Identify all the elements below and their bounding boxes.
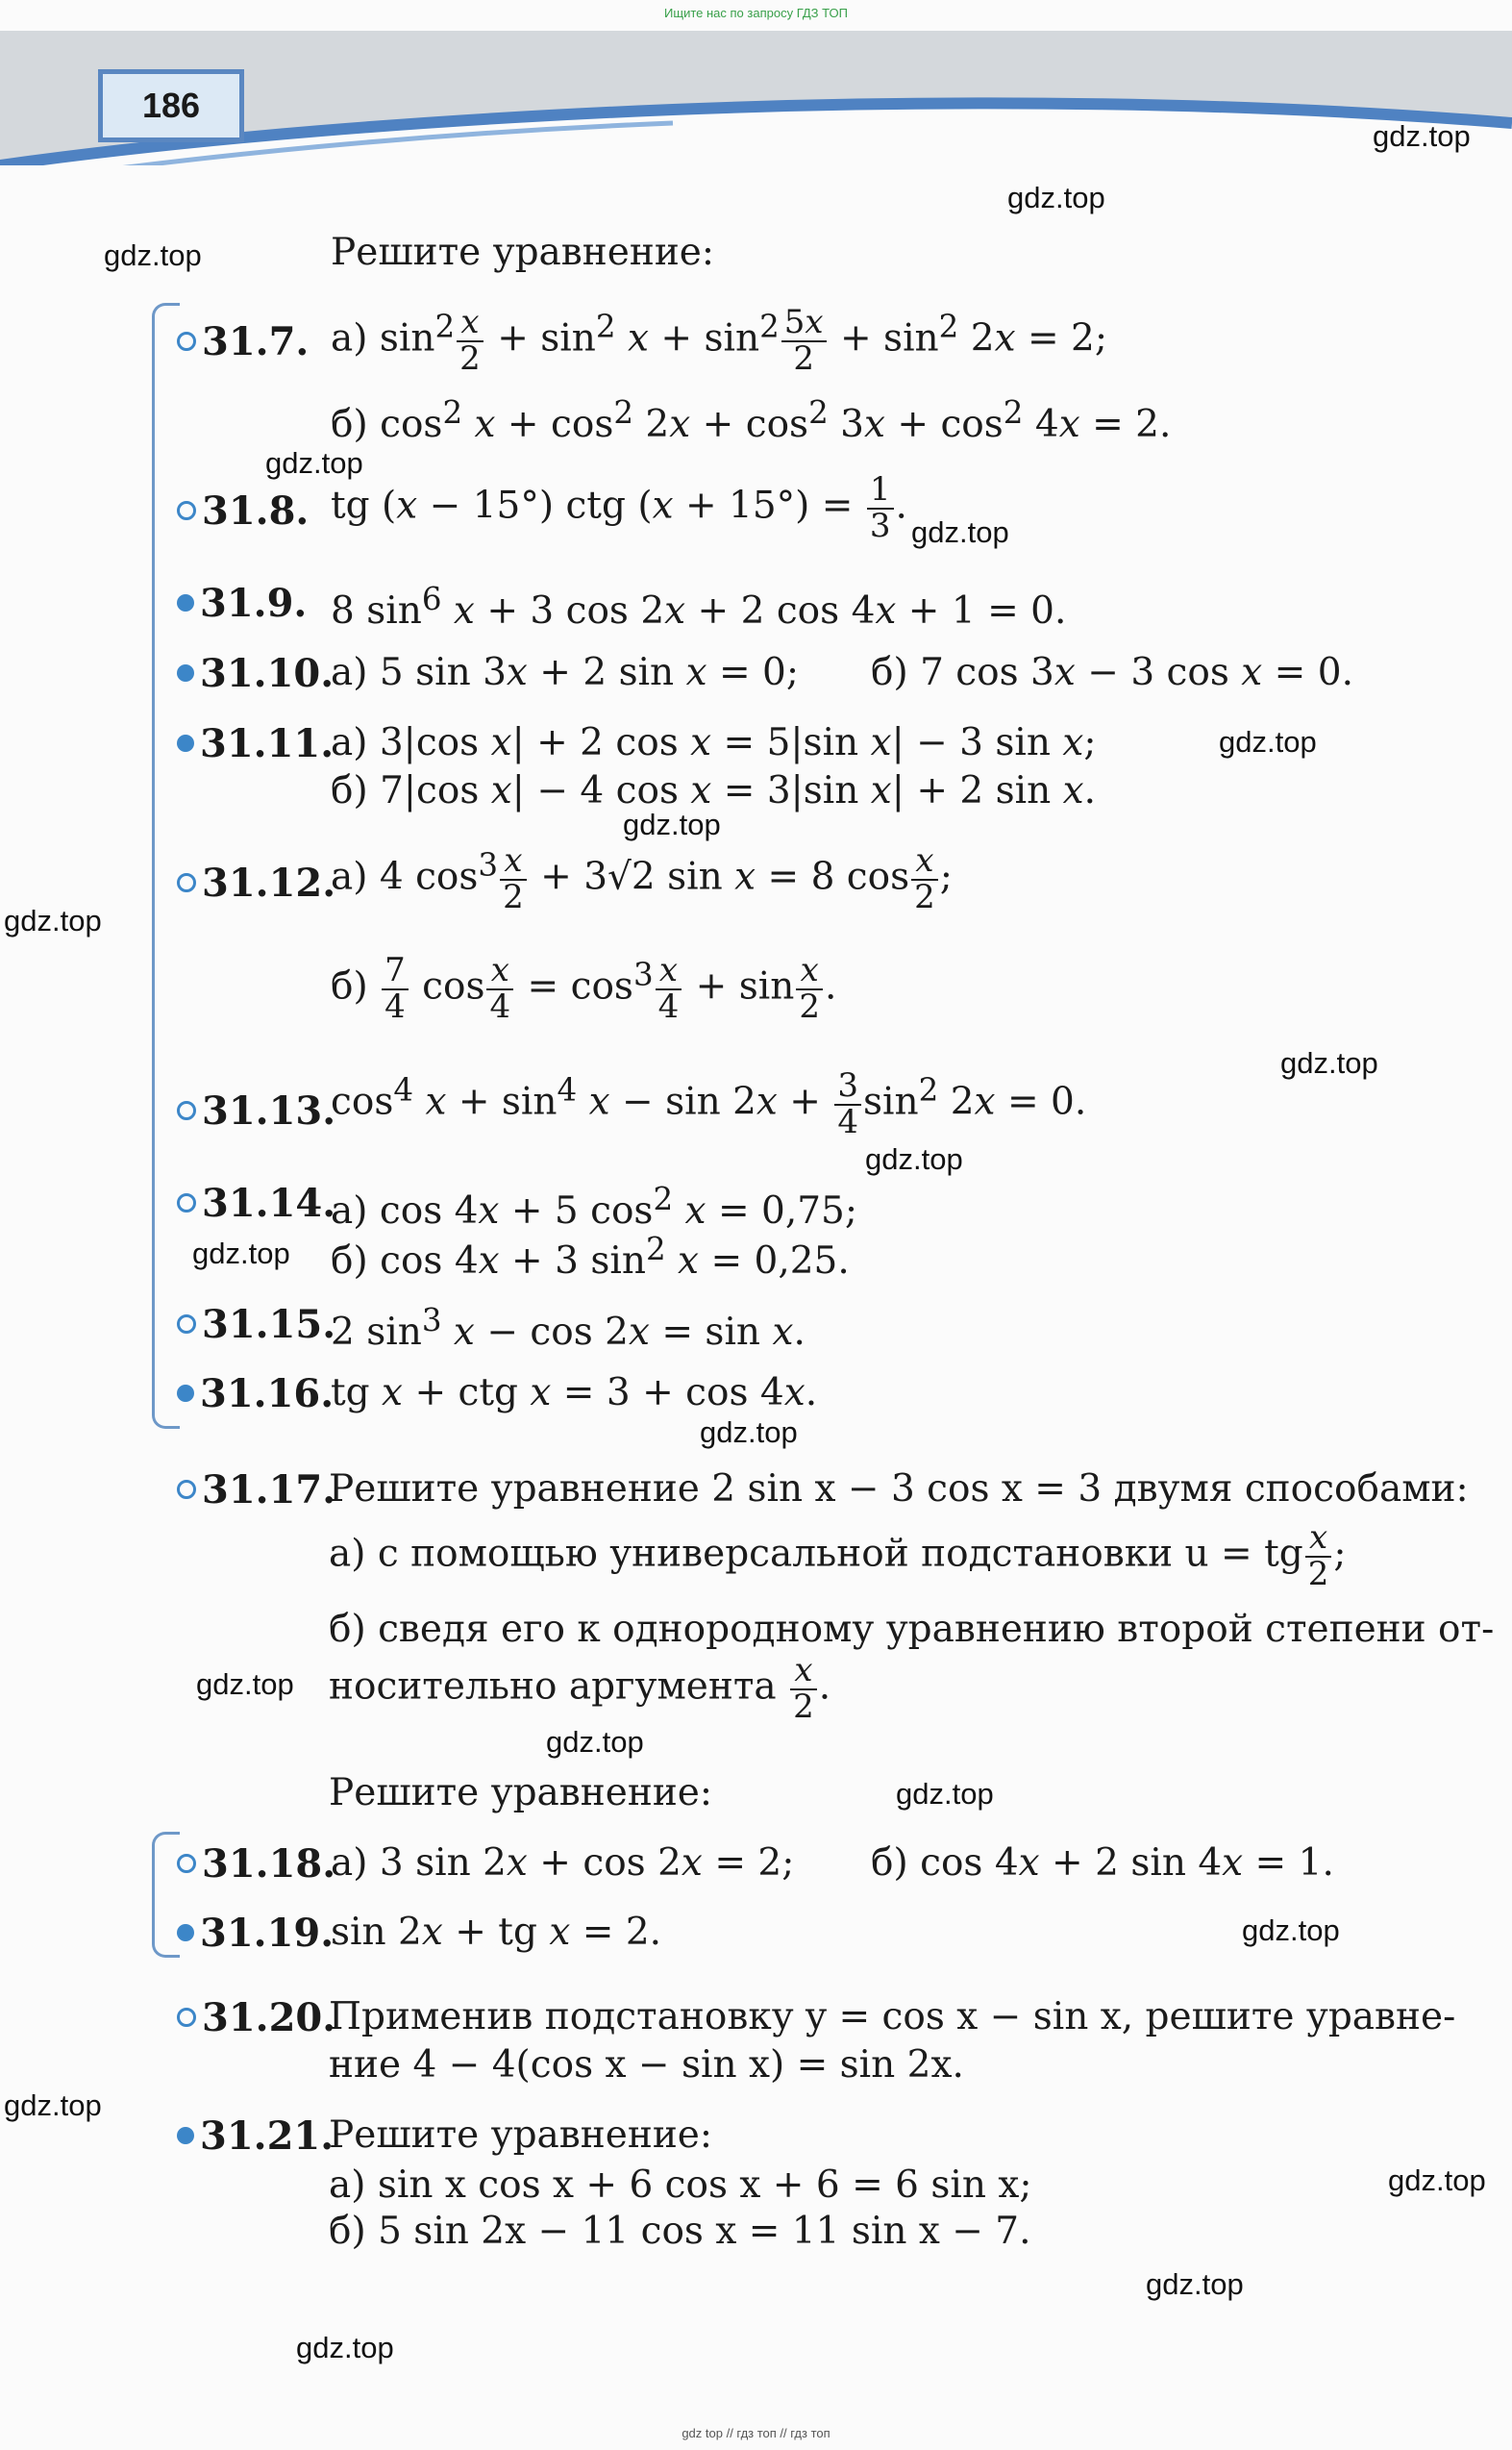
problem-number: 31.17. [177, 1467, 335, 1512]
problem-31-20-line2: ние 4 − 4(cos x − sin x) = sin 2x. [329, 2043, 964, 2087]
problem-31-12-b: б) $\frac{7}{4}$ cos $\frac{x}{4}$ = $\cos^3$ $\frac{x}{4}$ + sin $\frac{x}{2}$ . [331, 951, 837, 1026]
optional-marker-icon [177, 1193, 196, 1212]
hard-marker-icon [177, 2127, 194, 2144]
watermark: gdz.top [1388, 2163, 1486, 2197]
problem-31-17-text: Решите уравнение 2 sin x − 3 cos x = 3 двумя способами: [329, 1467, 1469, 1511]
watermark: gdz.top [546, 1725, 644, 1759]
problem-number: 31.9. [177, 581, 307, 626]
problem-number: 31.7. [177, 319, 309, 364]
optional-marker-icon [177, 873, 196, 892]
group-bracket [152, 1832, 180, 1958]
problem-31-7-b: б) $\cos^2 x + \cos^2 2x + \cos^2 3x + \cos^2 4x = 2$. [331, 394, 1172, 446]
watermark: gdz.top [296, 2331, 394, 2364]
watermark: gdz.top [192, 1237, 290, 1270]
watermark: gdz.top [1146, 2267, 1244, 2301]
group-bracket [152, 303, 180, 1429]
problem-31-18-a: а) 3 sin 2x + cos 2x = 2; [331, 1841, 795, 1885]
optional-marker-icon [177, 1480, 196, 1499]
watermark: gdz.top [104, 238, 202, 272]
page-number: 186 [98, 69, 244, 142]
watermark: gdz.top [700, 1415, 798, 1449]
problem-31-7-a: а) $\sin^2$ $\frac{x}{2}$ + $\sin^2 x + \sin^2$ $\frac{5x}{2}$ + $\sin^2 2x = 2$; [331, 303, 1107, 378]
heading-solve: Решите уравнение: [331, 231, 715, 274]
optional-marker-icon [177, 1314, 196, 1334]
problem-31-17-a: а) с помощью универсальной подстановки u = tg $\frac{x}{2}$ ; [329, 1518, 1347, 1593]
optional-marker-icon [177, 2008, 196, 2027]
problem-number: 31.16. [177, 1371, 334, 1416]
watermark: gdz.top [1219, 725, 1317, 759]
watermark: gdz.top [265, 446, 363, 480]
problem-number: 31.11. [177, 721, 334, 766]
problem-31-18-b: б) cos 4x + 2 sin 4x = 1. [871, 1841, 1334, 1885]
hard-marker-icon [177, 664, 194, 682]
problem-31-13: $\cos^4 x + \sin^4 x - \sin 2x$ + $\frac{3}{4}$ $\sin^2 2x = 0$. [331, 1066, 1087, 1141]
hard-marker-icon [177, 1385, 194, 1402]
problem-number: 31.12. [177, 861, 335, 906]
problem-31-8: tg (x − 15°) ctg (x + 15°) = $\frac{1}{3}$ . [331, 470, 907, 545]
problem-31-12-a: а) 4 $\cos^3$ $\frac{x}{2}$ + 3√2 sin x = 8 cos $\frac{x}{2}$ ; [331, 841, 953, 916]
problem-number: 31.20. [177, 1995, 335, 2040]
problem-31-17-b1: б) сведя его к однородному уравнению второй степени от- [329, 1608, 1495, 1651]
problem-number: 31.13. [177, 1088, 335, 1134]
footer-note: gdz top // гдз топ // гдз топ [682, 2426, 830, 2440]
problem-31-14-b: б) cos 4x + 3 $\sin^2 x = 0,25$. [331, 1231, 850, 1283]
problem-number: 31.21. [177, 2113, 334, 2159]
hard-marker-icon [177, 735, 194, 752]
watermark: gdz.top [1242, 1913, 1340, 1947]
watermark: gdz.top [1280, 1046, 1378, 1080]
problem-number: 31.15. [177, 1302, 335, 1347]
problem-31-9: 8 $\sin^6 x + 3$ cos 2x + 2 cos 4x + 1 = 0. [331, 581, 1067, 633]
problem-31-11-b: б) 7|cos x| − 4 cos x = 3|sin x| + 2 sin x. [331, 769, 1097, 812]
problem-31-21-text: Решите уравнение: [329, 2113, 713, 2157]
problem-31-15: 2 $\sin^3 x - \cos 2x = \sin x$. [331, 1302, 806, 1354]
problem-31-10-a: а) 5 sin 3x + 2 sin x = 0; [331, 651, 800, 694]
problem-31-19: sin 2x + tg x = 2. [331, 1911, 662, 1954]
heading-solve-2: Решите уравнение: [329, 1771, 713, 1814]
watermark: gdz.top [1373, 119, 1471, 153]
problem-31-21-a: а) sin x cos x + 6 cos x + 6 = 6 sin x; [329, 2163, 1032, 2207]
hard-marker-icon [177, 594, 194, 612]
watermark: gdz.top [1007, 181, 1105, 214]
watermark: gdz.top [865, 1142, 963, 1176]
optional-marker-icon [177, 501, 196, 520]
hard-marker-icon [177, 1924, 194, 1941]
problem-31-10-b: б) 7 cos 3x − 3 cos x = 0. [871, 651, 1353, 694]
watermark: gdz.top [4, 904, 102, 938]
watermark: gdz.top [4, 2088, 102, 2122]
problem-31-17-b2: носительно аргумента $\frac{x}{2}$ . [329, 1651, 831, 1726]
top-note: Ищите нас по запросу ГДЗ ТОП [664, 6, 848, 20]
watermark: gdz.top [196, 1667, 294, 1701]
problem-31-11-a: а) 3|cos x| + 2 cos x = 5|sin x| − 3 sin x; [331, 721, 1097, 764]
problem-number: 31.14. [177, 1181, 335, 1226]
watermark: gdz.top [911, 515, 1009, 549]
watermark: gdz.top [623, 808, 721, 841]
problem-number: 31.10. [177, 651, 334, 696]
optional-marker-icon [177, 1854, 196, 1873]
problem-31-14-a: а) cos 4x + 5 $\cos^2 x = 0,75$; [331, 1181, 857, 1233]
problem-number: 31.19. [177, 1911, 334, 1956]
problem-31-21-b: б) 5 sin 2x − 11 cos x = 11 sin x − 7. [329, 2210, 1031, 2253]
optional-marker-icon [177, 332, 196, 351]
problem-31-20-line1: Применив подстановку y = cos x − sin x, решите уравне- [329, 1995, 1456, 2038]
problem-31-16: tg x + ctg x = 3 + cos 4x. [331, 1371, 818, 1414]
problem-number: 31.18. [177, 1841, 335, 1887]
watermark: gdz.top [896, 1777, 994, 1811]
problem-number: 31.8. [177, 488, 309, 534]
optional-marker-icon [177, 1101, 196, 1120]
